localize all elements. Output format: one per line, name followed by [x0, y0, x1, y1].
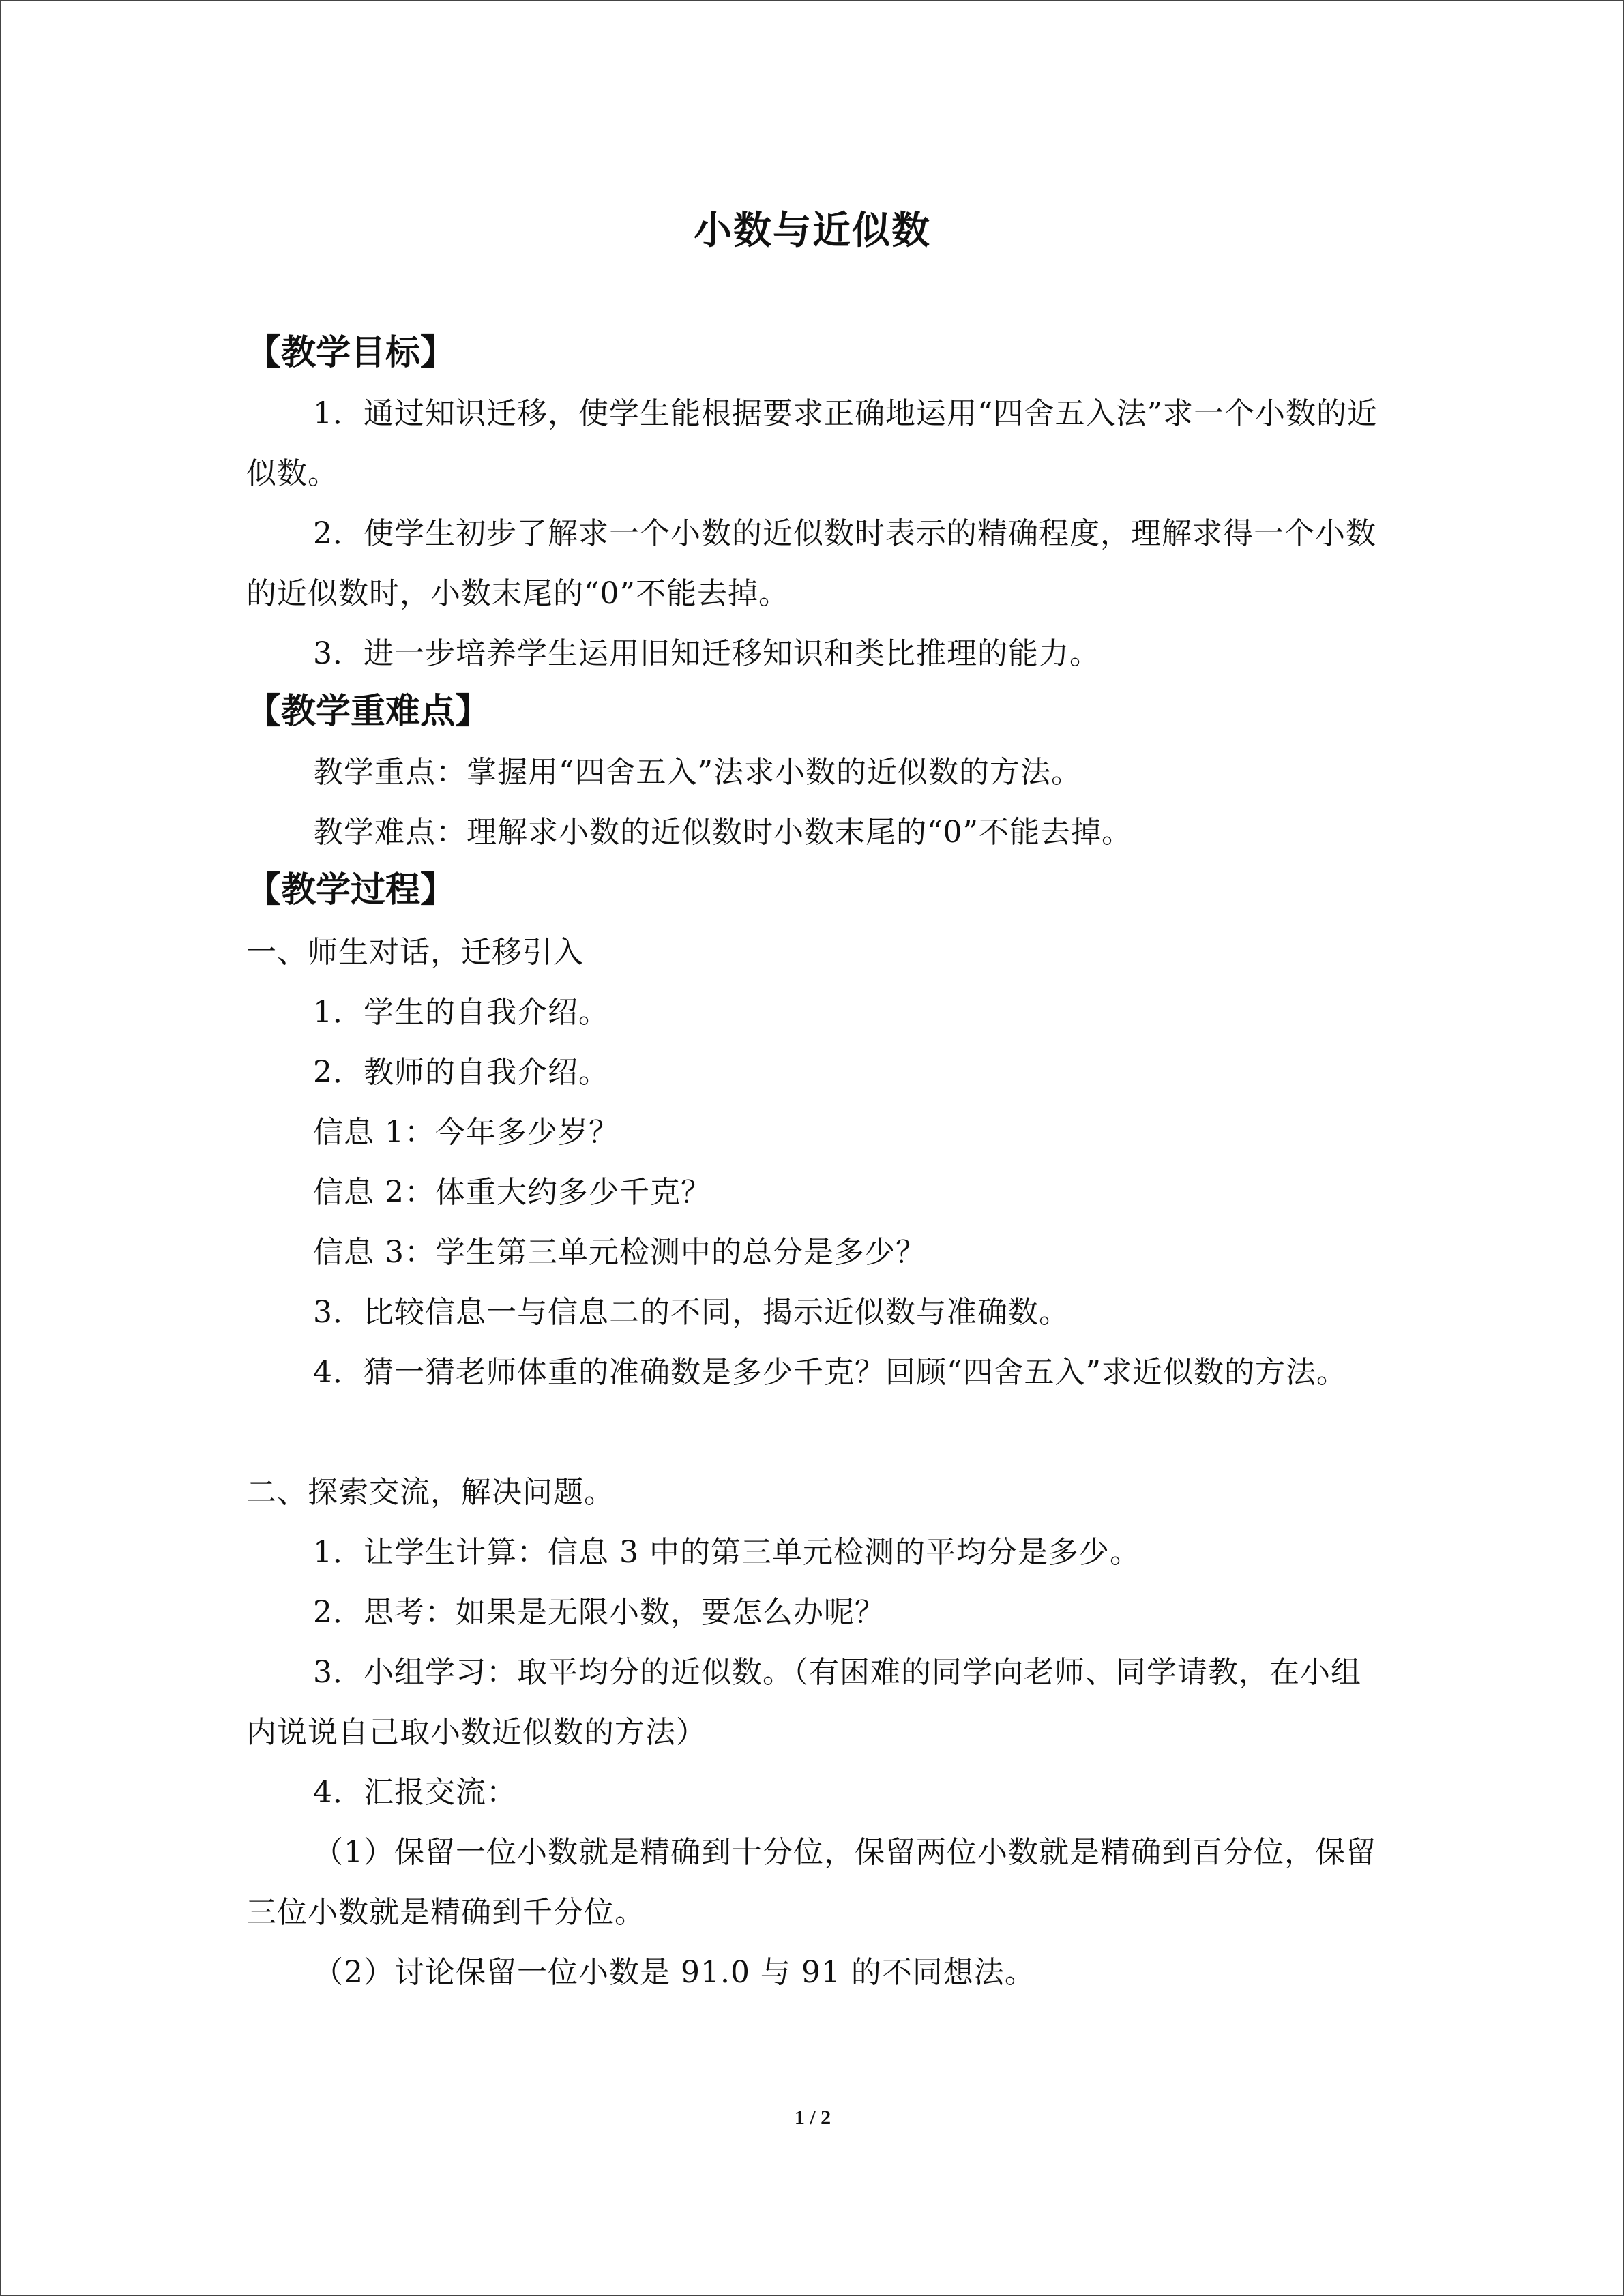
heading-key-points: 【教学重难点】 [246, 691, 490, 732]
objective-item-2: 2．使学生初步了解求一个小数的近似数时表示的精确程度，理解求得一个小数的近似数时，小数末尾的“0”不能去掉。 [246, 516, 1376, 611]
process-part1-info-1: 信息 1：今年多少岁？ [313, 1115, 619, 1150]
process-part1-item-3: 3．比较信息一与信息二的不同，揭示近似数与准确数。 [313, 1295, 1069, 1330]
heading-process: 【教学过程】 [246, 869, 456, 910]
process-part2-item-3: 3．小组学习：取平均分的近似数。（有困难的同学向老师、同学请教，在小组内说说自己取小数近似数的方法） [246, 1655, 1361, 1750]
objective-item-1: 1．通过知识迁移，使学生能根据要求正确地运用“四舍五入法”求一个小数的近似数。 [246, 396, 1378, 491]
key-point-focus: 教学重点：掌握用“四舍五入”法求小数的近似数的方法。 [313, 755, 1082, 790]
heading-objectives: 【教学目标】 [246, 332, 456, 373]
process-part2-item-1: 1．让学生计算：信息 3 中的第三单元检测的平均分是多少。 [313, 1535, 1140, 1570]
process-part1-item-2: 2．教师的自我介绍。 [313, 1055, 609, 1090]
process-part1-title: 一、师生对话，迁移引入 [246, 935, 584, 970]
process-part2-item-4: 4．汇报交流： [313, 1775, 517, 1810]
page-number: 1 / 2 [794, 2106, 831, 2129]
process-part1-info-3: 信息 3：学生第三单元检测中的总分是多少？ [313, 1235, 926, 1270]
objective-item-3: 3．进一步培养学生运用旧知迁移知识和类比推理的能力。 [313, 636, 1100, 671]
key-point-difficulty: 教学难点：理解求小数的近似数时小数末尾的“0”不能去掉。 [313, 815, 1132, 850]
process-part2-sub-1: （1）保留一位小数就是精确到十分位，保留两位小数就是精确到百分位，保留三位小数就是精确到千分位。 [246, 1835, 1376, 1930]
process-part2-sub-2: （2）讨论保留一位小数是 91.0 与 91 的不同想法。 [313, 1955, 1035, 1990]
process-part1-item-1: 1．学生的自我介绍。 [313, 995, 609, 1030]
page-title: 小数与近似数 [694, 208, 931, 253]
process-part2-title: 二、探索交流，解决问题。 [246, 1475, 615, 1510]
process-part1-item-4: 4．猜一猜老师体重的准确数是多少千克？回顾“四舍五入”求近似数的方法。 [313, 1355, 1347, 1390]
process-part1-info-2: 信息 2：体重大约多少千克？ [313, 1175, 711, 1210]
process-part2-item-2: 2．思考：如果是无限小数，要怎么办呢？ [313, 1595, 885, 1630]
